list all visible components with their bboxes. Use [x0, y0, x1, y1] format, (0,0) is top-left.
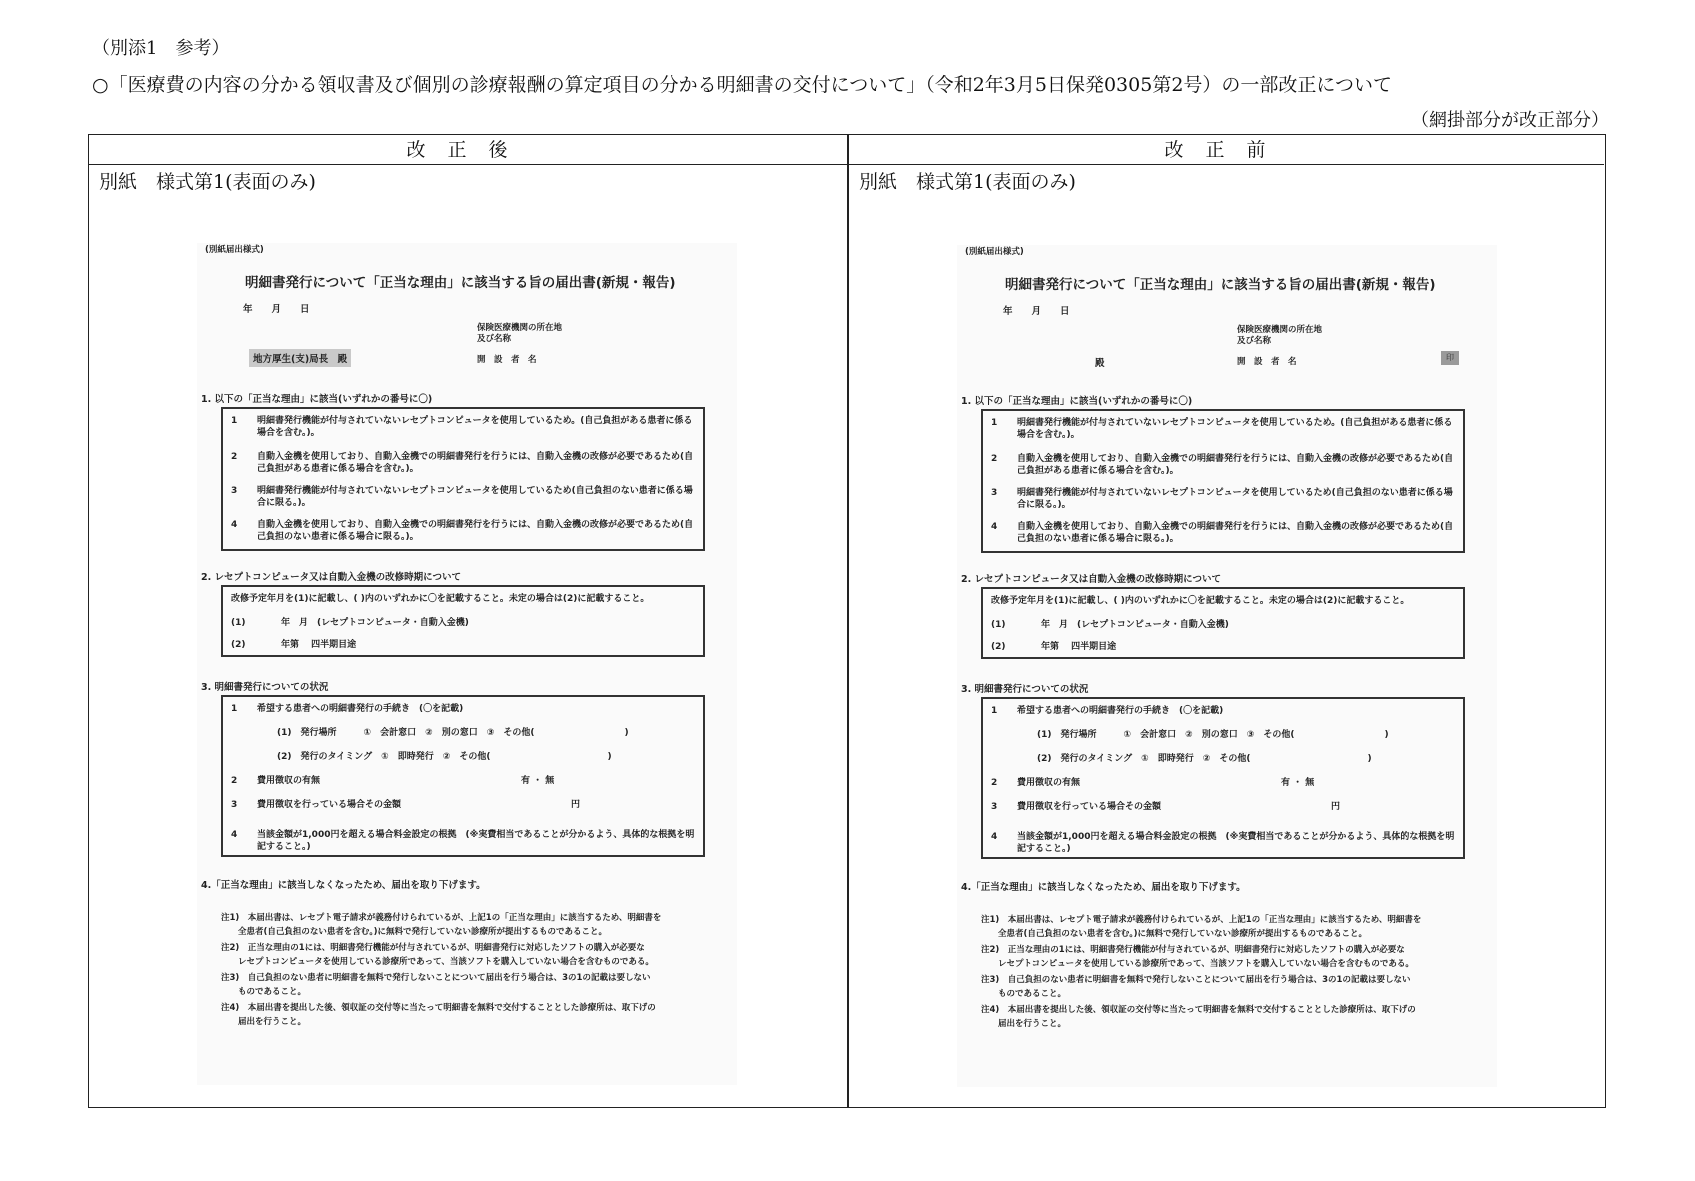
reason-item: 4 自動入金機を使用しており、自動入金機での明細書発行を行うには、自動入金機の改修が必要であるため(自己負担のない患者に係る場合に限る。)。 — [231, 520, 694, 542]
status-item: 4 当該金額が1,000円を超える場合料金設定の根拠 (※実費相当であることが分かるよう、具体的な根拠を明記すること。) — [231, 830, 695, 852]
after-form-label: 別紙 様式第1(表面のみ) — [99, 171, 316, 193]
form-date: 年 月 日 — [243, 304, 310, 315]
reason-item: 2 自動入金機を使用しており、自動入金機での明細書発行を行うには、自動入金機の改修が必要であるため(自己負担がある患者に係る場合を含む。)。 — [231, 452, 694, 474]
column-header-before: 改正前 — [848, 135, 1604, 165]
note-line: 注3) 自己負担のない患者に明細書を無料で発行しないことについて届出を行う場合は、3の1の記載は要しない — [981, 975, 1411, 985]
column-divider — [847, 135, 849, 1107]
founder-label: 開 設 者 名 — [477, 355, 537, 365]
form-title: 明細書発行について「正当な理由」に該当する旨の届出書(新規・報告) — [1005, 277, 1436, 293]
section-4-heading: 4.「正当な理由」に該当しなくなったため、届出を取り下げます。 — [201, 880, 486, 891]
document-title: ○「医療費の内容の分かる領収書及び個別の診療報酬の算定項目の分かる明細書の交付について」（令和2年3月5日保発0305第2号）の一部改正について — [92, 74, 1393, 96]
reason-item: 1 明細書発行機能が付与されていないレセプトコンピュータを使用しているため。(自己負担がある患者に係る場合を含む。)。 — [991, 418, 1453, 440]
addressee: 殿 — [1095, 358, 1105, 369]
note-line: レセプトコンピュータを使用している診療所であって、当該ソフトを購入していない場合を含むものである。 — [221, 957, 654, 967]
note-line: 注1) 本届出書は、レセプト電子請求が義務付けられているが、上記1の「正当な理由」に該当するため、明細書を — [981, 915, 1422, 925]
section-3-heading: 3. 明細書発行についての状況 — [201, 682, 329, 693]
form-kind: (別紙届出様式) — [965, 247, 1024, 257]
note-line: 注3) 自己負担のない患者に明細書を無料で発行しないことについて届出を行う場合は、3の1の記載は要しない — [221, 973, 651, 983]
section-2-box: 改修予定年月を(1)に記載し、( )内のいずれかに〇を記載すること。未定の場合は(2)に記載すること。 (1) 年 月 (レセプトコンピュータ・自動入金機) (2) 年第 四半期目途 — [981, 587, 1465, 659]
org-address: 保険医療機関の所在地 — [1237, 325, 1323, 335]
section-2-intro: 改修予定年月を(1)に記載し、( )内のいずれかに〇を記載すること。未定の場合は(2)に記載すること。 — [991, 596, 1410, 606]
form-before — [957, 245, 1497, 1087]
form-date: 年 月 日 — [1003, 306, 1070, 317]
status-item: 4 当該金額が1,000円を超える場合料金設定の根拠 (※実費相当であることが分かるよう、具体的な根拠を明記すること。) — [991, 832, 1455, 854]
note-line: 届出を行うこと。 — [221, 1017, 307, 1027]
attachment-label: （別添1 参考） — [92, 38, 230, 59]
note-line: 全患者(自己負担のない患者を含む。)に無料で発行していない診療所が提出するものであること。 — [981, 929, 1368, 939]
section-3-box: 1 希望する患者への明細書発行の手続き (〇を記載) (1) 発行場所 ① 会計窓口 ② 別の窓口 ③ その他( ) (2) 発行のタイミング ① 即時発行 ② その他( ) 2 費用徴収の有無 有 ・ 無 3 費用徴収を行っている場合その金額 円 4 当該金額が1,000円を超える場合料金設定の根拠 (※実費相当であることが分かるよう、具体的な根拠を明記すること。) — [221, 695, 705, 857]
form-after — [197, 243, 737, 1085]
addressee: 地方厚生(支)局長 殿 — [249, 349, 351, 367]
section-4-heading: 4.「正当な理由」に該当しなくなったため、届出を取り下げます。 — [961, 882, 1246, 893]
section-3-heading: 3. 明細書発行についての状況 — [961, 684, 1089, 695]
reason-item: 4 自動入金機を使用しており、自動入金機での明細書発行を行うには、自動入金機の改修が必要であるため(自己負担のない患者に係る場合に限る。)。 — [991, 522, 1454, 544]
section-1-box — [981, 409, 1465, 553]
before-form-label: 別紙 様式第1(表面のみ) — [859, 171, 1076, 193]
note-line: ものであること。 — [221, 987, 307, 997]
org-name: 及び名称 — [1237, 336, 1272, 346]
org-name: 及び名称 — [477, 334, 512, 344]
reason-item: 3 明細書発行機能が付与されていないレセプトコンピュータを使用しているため(自己負担のない患者に係る場合に限る。)。 — [231, 486, 693, 508]
section-1-heading: 1. 以下の「正当な理由」に該当(いずれかの番号に〇) — [961, 396, 1193, 407]
seal-mark: 印 — [1441, 351, 1459, 365]
section-2-box: 改修予定年月を(1)に記載し、( )内のいずれかに〇を記載すること。未定の場合は(2)に記載すること。 (1) 年 月 (レセプトコンピュータ・自動入金機) (2) 年第 四半期目途 — [221, 585, 705, 657]
note-line: 注2) 正当な理由の1には、明細書発行機能が付与されているが、明細書発行に対応したソフトの購入が必要な — [221, 943, 645, 953]
section-1-box — [221, 407, 705, 551]
reason-item: 1 明細書発行機能が付与されていないレセプトコンピュータを使用しているため。(自己負担がある患者に係る場合を含む。)。 — [231, 416, 693, 438]
section-2-heading: 2. レセプトコンピュータ又は自動入金機の改修時期について — [961, 574, 1221, 585]
comparison-table — [88, 134, 1606, 1108]
note-line: 全患者(自己負担のない患者を含む。)に無料で発行していない診療所が提出するものであること。 — [221, 927, 608, 937]
section-2-heading: 2. レセプトコンピュータ又は自動入金機の改修時期について — [201, 572, 461, 583]
shading-note: （網掛部分が改正部分） — [1411, 110, 1609, 131]
note-line: 注2) 正当な理由の1には、明細書発行機能が付与されているが、明細書発行に対応したソフトの購入が必要な — [981, 945, 1405, 955]
note-line: 注4) 本届出書を提出した後、領収証の交付等に当たって明細書を無料で交付することとした診療所は、取下げの — [981, 1005, 1416, 1015]
form-kind: (別紙届出様式) — [205, 245, 264, 255]
founder-label: 開 設 者 名 — [1237, 357, 1297, 367]
note-line: 注1) 本届出書は、レセプト電子請求が義務付けられているが、上記1の「正当な理由」に該当するため、明細書を — [221, 913, 662, 923]
reason-item: 3 明細書発行機能が付与されていないレセプトコンピュータを使用しているため(自己負担のない患者に係る場合に限る。)。 — [991, 488, 1453, 510]
reason-item: 2 自動入金機を使用しており、自動入金機での明細書発行を行うには、自動入金機の改修が必要であるため(自己負担がある患者に係る場合を含む。)。 — [991, 454, 1454, 476]
note-line: 注4) 本届出書を提出した後、領収証の交付等に当たって明細書を無料で交付することとした診療所は、取下げの — [221, 1003, 656, 1013]
note-line: ものであること。 — [981, 989, 1067, 999]
section-1-heading: 1. 以下の「正当な理由」に該当(いずれかの番号に〇) — [201, 394, 433, 405]
form-title: 明細書発行について「正当な理由」に該当する旨の届出書(新規・報告) — [245, 275, 676, 291]
note-line: 届出を行うこと。 — [981, 1019, 1067, 1029]
note-line: レセプトコンピュータを使用している診療所であって、当該ソフトを購入していない場合を含むものである。 — [981, 959, 1414, 969]
column-header-after: 改正後 — [89, 135, 848, 165]
section-2-intro: 改修予定年月を(1)に記載し、( )内のいずれかに〇を記載すること。未定の場合は(2)に記載すること。 — [231, 594, 650, 604]
section-3-box: 1 希望する患者への明細書発行の手続き (〇を記載) (1) 発行場所 ① 会計窓口 ② 別の窓口 ③ その他( ) (2) 発行のタイミング ① 即時発行 ② その他( ) 2 費用徴収の有無 有 ・ 無 3 費用徴収を行っている場合その金額 円 4 当該金額が1,000円を超える場合料金設定の根拠 (※実費相当であることが分かるよう、具体的な根拠を明記すること。) — [981, 697, 1465, 859]
org-address: 保険医療機関の所在地 — [477, 323, 563, 333]
